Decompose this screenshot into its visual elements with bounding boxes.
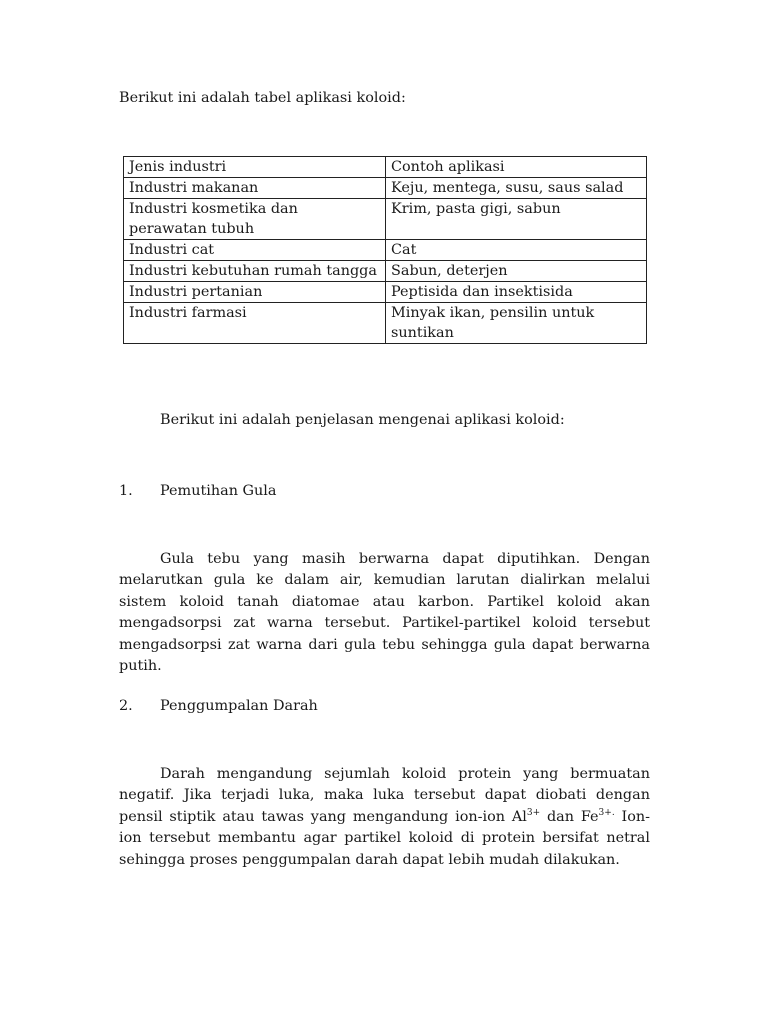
table-cell: Industri farmasi [124, 303, 386, 344]
table-row [124, 261, 647, 282]
superscript-charge: 3+. [598, 807, 615, 818]
table-cell: Industri kebutuhan rumah tangga [124, 261, 386, 282]
sugar-bleaching-paragraph: Gula tebu yang masih berwarna dapat diputihkan. Dengan melarutkan gula ke dalam air, kemudian larutan dialirkan melalui sistem koloid tanah diatomae atau karbon. Partikel koloid akan mengadsorpsi zat warna tersebut. Partikel-partikel koloid tersebut mengadsorpsi zat warna dari gula tebu sehingga gula dapat berwarna putih. [119, 551, 650, 675]
list-item-number: 2. [119, 698, 133, 714]
section-heading-sugar-bleaching: Pemutihan Gula [160, 483, 277, 499]
blood-coagulation-paragraph [119, 764, 650, 871]
table-cell: Industri kosmetika dan perawatan tubuh [124, 199, 386, 240]
table-cell: Peptisida dan insektisida [386, 282, 647, 303]
table-cell: Industri cat [124, 240, 386, 261]
explanation-intro: Berikut ini adalah penjelasan mengenai aplikasi koloid: [160, 412, 565, 428]
table-cell: Minyak ikan, pensilin untuk suntikan [386, 303, 647, 344]
table-cell: Keju, mentega, susu, saus salad [386, 178, 647, 199]
table-row [124, 240, 647, 261]
table-cell: Contoh aplikasi [386, 157, 647, 178]
table-row [124, 303, 647, 344]
table-row [124, 178, 647, 199]
paragraph-text: dan Fe [540, 808, 599, 825]
superscript-charge: 3+ [526, 807, 541, 818]
table-cell: Krim, pasta gigi, sabun [386, 199, 647, 240]
table-row [124, 282, 647, 303]
intro-text: Berikut ini adalah tabel aplikasi koloid: [119, 90, 406, 106]
table-cell: Cat [386, 240, 647, 261]
table-cell: Sabun, deterjen [386, 261, 647, 282]
list-item-number: 1. [119, 483, 133, 499]
table-cell: Jenis industri [124, 157, 386, 178]
paragraph-text: Darah mengandung sejumlah koloid protein yang bermuatan negatif. Jika terjadi luka, maka luka tersebut dapat diobati dengan pensil stiptik atau tawas yang mengandung ion-ion Al [119, 766, 650, 825]
section-heading-blood-coagulation: Penggumpalan Darah [160, 698, 318, 714]
table-cell: Industri makanan [124, 178, 386, 199]
paragraph-text: Ion-ion tersebut membantu agar partikel koloid di protein bersifat netral sehingga proses penggumpalan darah dapat lebih mudah dilakukan. [119, 808, 650, 868]
table-cell: Industri pertanian [124, 282, 386, 303]
table-header-row [124, 157, 647, 178]
table-row [124, 199, 647, 240]
colloid-application-table [123, 156, 647, 344]
